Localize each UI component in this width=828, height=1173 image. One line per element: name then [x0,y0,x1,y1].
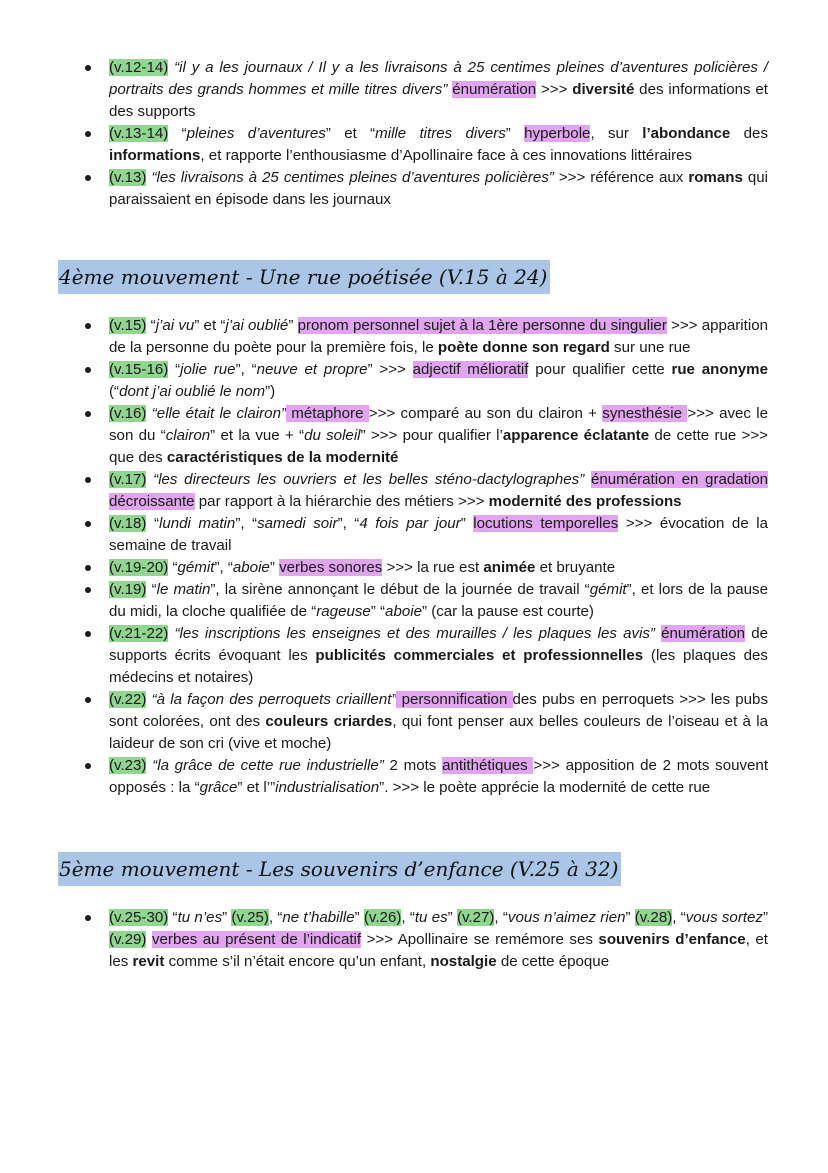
verse-ref: (v.23) [109,757,147,774]
text: “ [146,515,159,532]
verse-ref: (v.27) [456,909,495,926]
verse-ref: (v.12-14) [109,59,169,76]
text: et bruyante [535,559,616,576]
text: par rapport à la hiérarchie des métiers >>> [194,493,489,510]
text: ” [269,559,280,576]
quote: aboie [232,559,270,576]
text: >>> apposition de 2 mots souvent opposés : la “ [109,757,769,796]
text: des [730,125,769,142]
list-item [60,359,768,403]
text: ” et l’” [237,779,276,796]
figure-highlight: adjectif mélioratif [412,361,529,378]
text: ”, “ [235,361,257,378]
bullet-list-section-4 [60,315,768,799]
text: >>> évocation de la semaine de travail [109,515,768,554]
verse-ref: (v.15-16) [109,361,169,378]
list-item [60,57,768,123]
text: , sur [590,125,643,142]
text: ” (car la pause est courte) [421,603,594,620]
text: pour qualifier cette [528,361,672,378]
text: ”, “ [235,515,258,532]
key-term: revit [132,953,165,970]
quote: gémit [177,559,215,576]
text: , “ [494,909,508,926]
figure-highlight: verbes sonores [279,559,383,576]
section-heading-5: 5ème mouvement - Les souvenirs d’enfance (V.25 à 32) [58,852,621,886]
bullet-list-section-5 [60,907,768,973]
quote: industrialisation [275,779,380,796]
text: ” “ [370,603,386,620]
key-term: modernité des professions [488,493,682,510]
quote: aboie [385,603,422,620]
key-term: apparence éclatante [502,427,650,444]
verse-ref: (v.18) [109,515,147,532]
text: ”, la sirène annonçant le début de la journée de travail “ [210,581,590,598]
text: sur une rue [609,339,691,356]
text: ”, “ [214,559,233,576]
text: , “ [268,909,283,926]
figure-highlight: hyperbole [524,125,591,142]
quote: vous sortez [685,909,763,926]
list-item [60,623,768,689]
text: ” >>> [367,361,413,378]
key-term: caractéristiques de la modernité [166,449,399,466]
key-term: l’abondance [642,125,731,142]
figure-highlight: antithétiques [442,757,534,774]
text: ” [625,909,635,926]
quote: du soleil [304,427,361,444]
text: 2 mots [383,757,443,774]
text: >>> apparition de la personne du poète pour la première fois, le [109,317,768,356]
quote: lundi matin [159,515,236,532]
text: ” et la vue + “ [210,427,305,444]
list-item [60,403,768,469]
quote: grâce [199,779,238,796]
figure-highlight: pronom personnel sujet à la 1ère personne du singulier [297,317,667,334]
verse-ref: (v.29) [109,931,147,948]
verse-ref: (v.17) [109,471,147,488]
quote: “il y a les journaux / Il y a les livraisons à 25 centimes pleines d’aventures policières / portraits des grands hommes et mille titres divers” [109,59,768,98]
text: ” [460,515,474,532]
text: , et rapporte l’enthousiasme d’Apollinaire face à ces innovations littéraires [200,147,693,164]
list-item [60,579,768,623]
quote: “à la façon des perroquets criaillent” [146,691,397,708]
text: ” [288,317,298,334]
quote: “les directeurs les ouvriers et les belles sténo-dactylographes” [146,471,585,488]
text: >>> Apollinaire se remémore ses [361,931,599,948]
quote: ne t’habille [282,909,355,926]
quote: rageuse [316,603,371,620]
text: ” [447,909,457,926]
list-item [60,907,768,973]
figure-highlight: énumération [452,81,537,98]
quote: vous n’aimez rien [507,909,626,926]
text: comme s’il n’était encore qu’un enfant, [164,953,431,970]
quote: “les livraisons à 25 centimes pleines d’aventures policières” [146,169,554,186]
text: “ [168,909,178,926]
text: des pubs en perroquets >>> les pubs sont colorées, ont des [109,691,768,730]
quote: le matin [156,581,211,598]
verse-ref: (v.13) [109,169,147,186]
text: , “ [672,909,686,926]
key-term: publicités commerciales et professionnelles [315,647,644,664]
quote: mille titres divers [375,125,506,142]
key-term: nostalgie [430,953,497,970]
text: , “ [401,909,415,926]
bullet-list-section-3 [60,57,768,211]
verse-ref: (v.28) [634,909,673,926]
quote: “les inscriptions les enseignes et des murailles / les plaques les avis” [168,625,655,642]
quote: gémit [589,581,627,598]
text: , et les [109,931,768,970]
text: >>> comparé au son du clairon + [368,405,603,422]
quote: dont j’ai oublié le nom [119,383,266,400]
key-term: romans [688,169,743,186]
verse-ref: (v.19) [109,581,147,598]
key-term: diversité [572,81,635,98]
text: >>> référence aux [553,169,689,186]
text: ”. >>> le poète apprécie la modernité de cette rue [379,779,711,796]
list-item [60,315,768,359]
figure-highlight: métaphore [286,405,369,422]
text: ” [222,909,232,926]
quote: samedi soir [257,515,338,532]
verse-ref: (v.15) [109,317,147,334]
quote: “la grâce de cette rue industrielle” [146,757,384,774]
figure-highlight: énumération en gradation décroissante [109,471,768,510]
quote: j’ai oublié [225,317,289,334]
text: ” et “ [325,125,376,142]
quote: pleines d’aventures [186,125,326,142]
quote: clairon [165,427,211,444]
text: qui paraissaient en épisode dans les journaux [109,169,768,208]
verse-ref: (v.22) [109,691,147,708]
text: , qui font penser aux belles couleurs de l’oiseau et à la laideur de son cri (vive et moche) [109,713,768,752]
section-heading-4: 4ème mouvement - Une rue poétisée (V.15 à 24) [58,260,550,294]
verse-ref: (v.25) [231,909,269,926]
list-item [60,689,768,755]
text: ”, “ [337,515,360,532]
quote: tu n’es [177,909,223,926]
text: “ [168,559,178,576]
key-term: informations [109,147,201,164]
text: ”, et lors de la pause du midi, la cloche qualifiée de “ [109,581,768,620]
text: “ [146,581,157,598]
text: ” [762,909,769,926]
text: ” [505,125,525,142]
figure-highlight: synesthésie [602,405,688,422]
text: “ [168,361,181,378]
text: des informations et des supports [109,81,768,120]
verse-ref: (v.16) [109,405,147,422]
figure-highlight: locutions temporelles [473,515,619,532]
text: (“ [109,383,120,400]
text: de cette rue >>> que des [109,427,768,466]
text: ” [354,909,364,926]
list-item [60,123,768,167]
key-term: animée [483,559,536,576]
verse-ref: (v.21-22) [109,625,169,642]
figure-highlight: verbes au présent de l’indicatif [151,931,362,948]
verse-ref: (v.13-14) [109,125,169,142]
quote: “elle était le clairon” [146,405,286,422]
list-item [60,755,768,799]
text: >>> [536,81,573,98]
verse-ref: (v.25-30) [109,909,169,926]
text: >>> avec le son du “ [109,405,769,444]
list-item [60,557,768,579]
quote: neuve et propre [256,361,368,378]
list-item [60,469,768,513]
text: de cette époque [496,953,610,970]
text: ” >>> pour qualifier l’ [360,427,503,444]
figure-highlight: personnification [396,691,513,708]
key-term: poète donne son regard [437,339,610,356]
verse-ref: (v.19-20) [109,559,169,576]
quote: tu es [414,909,448,926]
quote: jolie rue [180,361,236,378]
text: (les plaques des médecins et notaires) [109,647,768,686]
text: ”) [265,383,276,400]
quote: j’ai vu [155,317,195,334]
text: >>> la rue est [382,559,484,576]
quote: 4 fois par jour [359,515,461,532]
text: de supports écrits évoquant les [109,625,768,664]
key-term: couleurs criardes [265,713,393,730]
text: “ [168,125,187,142]
list-item [60,513,768,557]
text: “ [146,317,156,334]
text: ” et “ [194,317,226,334]
figure-highlight: énumération [661,625,746,642]
list-item [60,167,768,211]
verse-ref: (v.26) [363,909,402,926]
key-term: rue anonyme [671,361,768,378]
key-term: souvenirs d’enfance [598,931,746,948]
